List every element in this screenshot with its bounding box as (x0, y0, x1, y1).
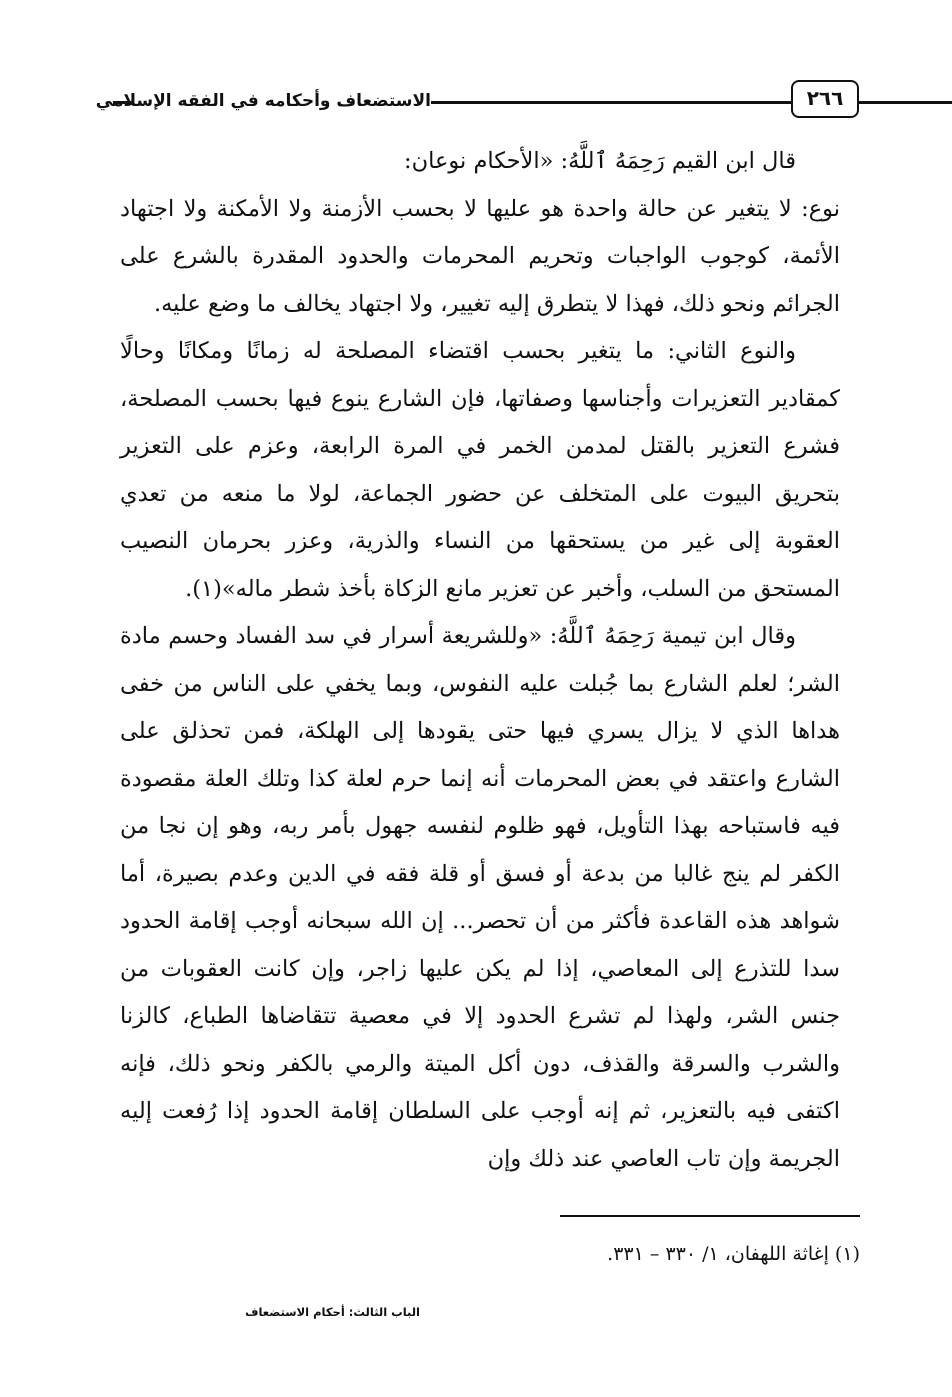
header-rule-middle (431, 101, 791, 104)
page-number: ٢٦٦ (791, 80, 859, 118)
running-header (95, 80, 853, 124)
header-rule-right (859, 101, 952, 104)
paragraph-intro: قال ابن القيم رَحِمَهُ ٱللَّهُ: «الأحكام نوعان: (404, 148, 796, 174)
page-footer: الباب الثالث: أحكام الاستضعاف (245, 1305, 420, 1319)
footnote: (١) إغاثة اللهفان، ١/ ٣٣٠ – ٣٣١. (607, 1243, 860, 1265)
footnote-divider (560, 1215, 860, 1217)
paragraph-second-type: والنوع الثاني: ما يتغير بحسب اقتضاء المصلحة له زمانًا ومكانًا وحالًا كمقادير التعزيرات وأجناسها وصفاتها، فإن الشارع ينوع فيها بحسب المصلحة، فشرع التعزير بالقتل لمدمن الخمر في المرة الرابعة، وعزم على التعزير بتحريق البيوت على المتخلف عن حضور الجماعة، لولا ما منعه من تعدي العقوبة إلى غير من يستحقها من النساء والذرية، وعزر بحرمان النصيب المستحق من السلب، وأخبر عن تعزير مانع الزكاة بأخذ شطر ماله»(١). (120, 338, 840, 602)
main-text (120, 138, 840, 1183)
paragraph-ibn-taymiyya: وقال ابن تيمية رَحِمَهُ ٱللَّهُ: «وللشريعة أسرار في سد الفساد وحسم مادة الشر؛ لعلم الشارع بما جُبلت عليه النفوس، وبما يخفي على الناس من خفى هداها الذي لا يزال يسري فيها حتى يقودها إلى الهلكة، فمن تحذلق على الشارع واعتقد في بعض المحرمات أنه إنما حرم لعلة كذا وتلك العلة مقصودة فيه فاستباحه بهذا التأويل، فهو ظلوم لنفسه جهول بأمر ربه، وهو إن نجا من الكفر لم ينج غالبا من بدعة أو فسق أو قلة فقه في الدين وعدم بصيرة، أما شواهد هذه القاعدة فأكثر من أن تحصر... إن الله سبحانه أوجب إقامة الحدود سدا للتذرع إلى المعاصي، إذا لم يكن عليها زاجر، وإن كانت العقوبات من جنس الشر، ولهذا لم تشرع الحدود إلا في معصية تتقاضاها الطباع، كالزنا والشرب والسرقة والقذف، دون أكل الميتة والرمي بالكفر ونحو ذلك، فإنه اكتفى فيه بالتعزير، ثم إنه أوجب على السلطان إقامة الحدود إذا رُفعت إليه الجريمة وإن تاب العاصي عند ذلك وإن (120, 623, 840, 1172)
paragraph-first-type: نوع: لا يتغير عن حالة واحدة هو عليها لا بحسب الأزمنة ولا الأمكنة ولا اجتهاد الأئمة، كوجوب الواجبات وتحريم المحرمات والحدود المقدرة بالشرع على الجرائم ونحو ذلك، فهذا لا يتطرق إليه تغيير، ولا اجتهاد يخالف ما وضع عليه. (120, 195, 840, 317)
header-title: الاستضعاف وأحكامه في الفقه الإسلامي (95, 91, 431, 111)
